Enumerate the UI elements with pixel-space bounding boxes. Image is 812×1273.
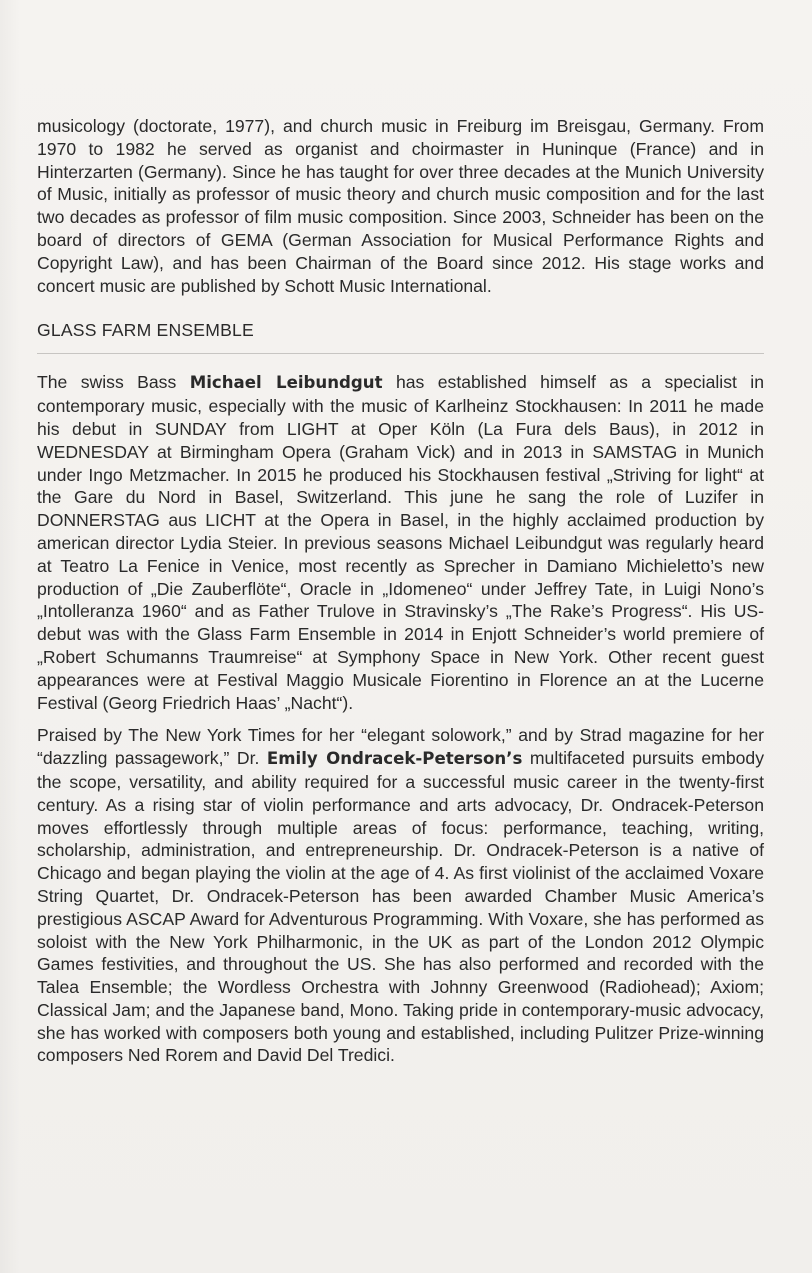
intro-paragraph	[37, 115, 764, 297]
intro-text: musicology (doctorate, 1977), and church music in Freiburg im Breisgau, Germany. From 1970 to 1982 he served as organist and choirmaster in Huninque (France) and in Hinterzarten (Germany). Since he has taught for over three decades at the Munich University of Music, initially as professor of music theory and church music composition and for the last two decades as professor of film music composition. Since 2003, Schneider has been on the board of directors of GEMA (German Association for Musical Performance Rights and Copyright Law), and has been Chairman of the Board since 2012. His stage works and concert music are published by Schott Music International.	[37, 116, 764, 296]
section-heading: GLASS FARM ENSEMBLE	[37, 319, 764, 354]
leibundgut-text-before: The swiss Bass	[37, 372, 190, 393]
leibundgut-text-after: has established himself as a specialist in contemporary music, especially with the music of Karlheinz Stockhausen: In 2011 he made his debut in SUNDAY from LIGHT at Oper Köln (La Fura dels Baus), in 2012 in WEDNESDAY at Birmingham Opera (Graham Vick) and in 2013 in SAMSTAG in Munich under Ingo Metzmacher. In 2015 he produced his Stockhausen festival „Striving for light“ at the Gare du Nord in Basel, Switzerland. This june he sang the role of Luzifer in DONNERSTAG aus LICHT at the Opera in Basel, in the highly acclaimed production by american director Lydia Steier. In previous seasons Michael Leibundgut was regularly heard at Teatro La Fenice in Venice, most recently as Sprecher in Damiano Michieletto’s new production of „Die Zauberflöte“, Oracle in „Idomeneo“ under Jeffrey Tate, in Luigi Nono’s „Intolleranza 1960“ and as Father Trulove in Stravinsky’s „The Rake’s Progress“. His US-debut was with the Glass Farm Ensemble in 2014 in Enjott Schneider’s world premiere of „Robert Schumanns Traumreise“ at Symphony Space in New York. Other recent guest appearances were at Festival Maggio Musicale Fiorentino in Florence an at the Lucerne Festival (Georg Friedrich Haas’ „Nacht“).	[37, 372, 764, 713]
leibundgut-paragraph	[37, 371, 764, 714]
ondracek-text-before: Praised by The New York Times for her “elegant solowork,” and by Strad magazine for her “dazzling passagework,” Dr.	[37, 725, 764, 769]
heading-spacer	[37, 354, 764, 371]
ondracek-text-after: multifaceted pursuits embody the scope, versatility, and ability required for a successful music career in the twenty-first century. As a rising star of violin performance and arts advocacy, Dr. Ondracek-Peterson moves effortlessly through multiple areas of focus: performance, teaching, writing, scholarship, administration, and entrepreneurship. Dr. Ondracek-Peterson is a native of Chicago and began playing the violin at the age of 4. As first violinist of the acclaimed Voxare String Quartet, Dr. Ondracek-Peterson has been awarded Chamber Music America’s prestigious ASCAP Award for Adventurous Programming. With Voxare, she has performed as soloist with the New York Philharmonic, in the UK as part of the London 2012 Olympic Games festivities, and throughout the US. She has also performed and recorded with the Talea Ensemble; the Wordless Orchestra with Johnny Greenwood (Radiohead); Axiom; Classical Jam; and the Japanese band, Mono. Taking pride in contemporary-music advocacy, she has worked with composers both young and established, including Pulitzer Prize-winning composers Ned Rorem and David Del Tredici.	[37, 748, 764, 1066]
leibundgut-name: Michael Leibundgut	[189, 373, 383, 393]
ondracek-name: Emily Ondracek-Peterson’s	[266, 749, 523, 769]
page-content	[37, 115, 764, 1067]
ondracek-paragraph	[37, 724, 764, 1067]
